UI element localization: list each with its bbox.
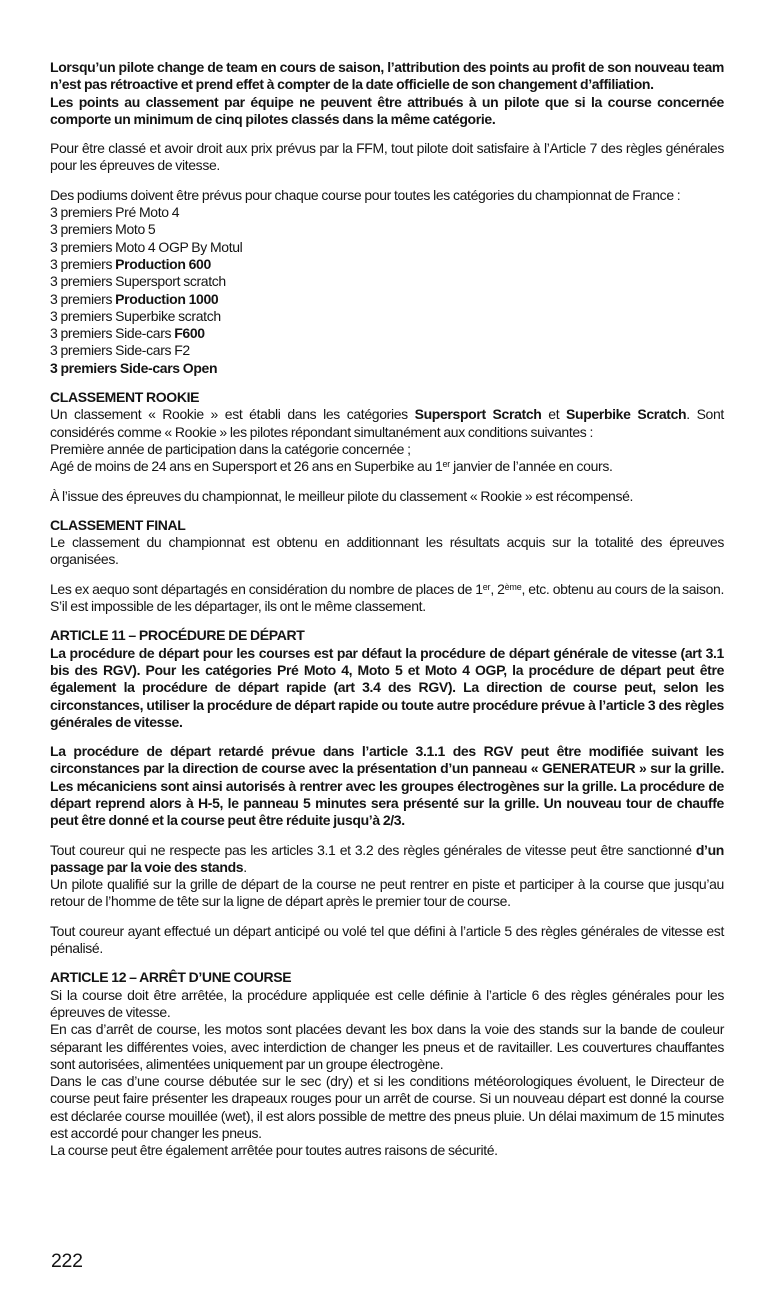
paragraph-arret-procedure: Si la course doit être arrêtée, la procédure appliquée est celle définie à l’article 6 des règles générales pour les épreuves de vitesse.	[50, 986, 724, 1020]
text-segment: janvier de l’année en cours.	[450, 458, 613, 475]
page-number: 222	[51, 1250, 83, 1272]
podium-list-item	[50, 256, 724, 273]
podium-list-item	[50, 342, 724, 359]
text-segment-bold: F600	[174, 325, 205, 342]
text-segment: 3 premiers Superbike scratch	[50, 307, 221, 324]
paragraph-team-change: Lorsqu’un pilote change de team en cours de saison, l’attribution des points au profit de son nouveau team n’est pas rétroactive et prend effet à compter de la date officielle de son changement d’affiliation.	[50, 59, 724, 93]
paragraph-arret-stands: En cas d’arrêt de course, les motos sont placées devant les box dans la voie des stands sur la bande de couleur séparant les différentes voies, avec interdiction de changer les pneus et de ravitailler. Les couvertures chauffantes sont autorisées, alimentées uniquement par un groupe électrogène.	[50, 1021, 724, 1072]
text-segment: 3 premiers Pré Moto 4	[50, 204, 180, 221]
heading-classement-final: CLASSEMENT FINAL	[50, 516, 186, 533]
document-body	[50, 59, 724, 1160]
paragraph-depart-retarde: La procédure de départ retardé prévue dans l’article 3.1.1 des RGV peut être modifiée suivant les circonstances par la direction de course avec la présentation d’un panneau « GENERATEUR » sur la grille. Les mécaniciens sont ainsi autorisés à rentrer avec les groupes électrogènes sur la grille. La procédure de départ reprend alors à H-5, le panneau 5 minutes sera présenté sur la grille. Un nouveau tour de chauffe peut être donné et la course peut être réduite jusqu’à 2/3.	[50, 743, 724, 829]
section-classement-rookie	[50, 389, 724, 475]
paragraph-pilote-qualifie: Un pilote qualifié sur la grille de départ de la course ne peut rentrer en piste et participer à la course que jusqu’au retour de l’homme de tête sur la ligne de départ après le premier tour de course.	[50, 876, 724, 910]
text-segment: 3 premiers Moto 4 OGP By Motul	[50, 238, 243, 255]
paragraph-rookie-definition	[50, 406, 724, 441]
section-ex-aequo	[50, 581, 724, 616]
text-segment: 3 premiers Side-cars	[50, 325, 175, 342]
text-segment: 3 premiers	[50, 290, 116, 307]
paragraph-arret-securite: La course peut être également arrêtée pour toutes autres raisons de sécurité.	[50, 1142, 498, 1159]
text-segment: Un classement « Rookie » est établi dans les catégories	[50, 406, 415, 423]
paragraph-podiums-intro: Des podiums doivent être prévus pour chaque course pour toutes les catégories du championnat de France :	[50, 186, 681, 203]
text-segment: 3 premiers Side-cars F2	[50, 342, 190, 359]
podium-list-item	[50, 291, 724, 308]
text-segment-bold: 3 premiers Side-cars Open	[50, 359, 218, 376]
text-segment: , etc. obtenu au cours de la saison. S’il est impossible de les départager, ils ont le même classement.	[50, 580, 724, 615]
text-segment: et	[541, 406, 567, 423]
text-segment: 3 premiers Moto 5	[50, 221, 156, 238]
section-rookie-reward	[50, 488, 724, 505]
section-classement-prix	[50, 140, 724, 175]
podium-list-item	[50, 204, 724, 221]
heading-article-12: ARTICLE 12 – ARRÊT D’UNE COURSE	[50, 969, 292, 986]
text-segment-bold: Supersport Scratch	[414, 406, 542, 423]
podium-list	[50, 204, 724, 377]
heading-article-11: ARTICLE 11 – PROCÉDURE DE DÉPART	[50, 627, 305, 644]
text-segment: . Sont considérés comme « Rookie » les pilotes répondant simultanément aux conditions suivantes :	[50, 406, 724, 440]
paragraph-team-points: Les points au classement par équipe ne peuvent être attribués à un pilote que si la course concernée comporte un minimum de cinq pilotes classés dans la même catégorie.	[50, 93, 724, 127]
superscript: er	[442, 459, 451, 470]
section-article-11	[50, 627, 724, 731]
paragraph-ex-aequo	[50, 581, 724, 616]
text-segment: Tout coureur qui ne respecte pas les articles 3.1 et 3.2 des règles générales de vitesse peut être sanctionné	[50, 841, 696, 858]
paragraph-classement-prix: Pour être classé et avoir droit aux prix prévus par la FFM, tout pilote doit satisfaire à l’Article 7 des règles générales pour les épreuves de vitesse.	[50, 140, 724, 174]
paragraph-depart-anticipe: Tout coureur ayant effectué un départ anticipé ou volé tel que défini à l’article 5 des règles générales de vitesse est pénalisé.	[50, 922, 724, 957]
section-depart-retarde	[50, 743, 724, 829]
rookie-condition-1: Première année de participation dans la catégorie concernée ;	[50, 440, 411, 457]
text-segment-bold: Production 1000	[115, 290, 219, 307]
section-article-12	[50, 969, 724, 1159]
podium-list-item	[50, 325, 724, 342]
text-segment: .	[243, 858, 247, 875]
text-segment: 3 premiers Supersport scratch	[50, 273, 226, 290]
text-segment-bold: Production 600	[115, 255, 211, 272]
podium-list-item	[50, 308, 724, 325]
paragraph-arret-meteo: Dans le cas d’une course débutée sur le sec (dry) et si les conditions météorologiques évoluent, le Directeur de course peut faire présenter les drapeaux rouges pour un arrêt de course. Si un nouveau départ est donné la course est déclarée course mouillée (wet), il est alors possible de mettre des pneus pluie. Un délai maximum de 15 minutes est accordé pour changer les pneus.	[50, 1073, 724, 1142]
text-segment: Agé de moins de 24 ans en Supersport et 26 ans en Superbike au 1	[50, 458, 443, 475]
superscript: ème	[504, 581, 522, 592]
section-team-change	[50, 59, 724, 128]
section-classement-final	[50, 517, 724, 569]
text-segment-bold: Superbike Scratch	[566, 406, 687, 423]
superscript: er	[482, 581, 491, 592]
rookie-condition-2	[50, 458, 724, 475]
podium-list-item	[50, 273, 724, 290]
paragraph-classement-final: Le classement du championnat est obtenu en additionnant les résultats acquis sur la totalité des épreuves organisées.	[50, 534, 724, 568]
section-depart-anticipe	[50, 923, 724, 958]
paragraph-sanction-stands	[50, 842, 724, 877]
paragraph-procedure-depart: La procédure de départ pour les courses est par défaut la procédure de départ générale de vitesse (art 3.1 bis des RGV). Pour les catégories Pré Moto 4, Moto 5 et Moto 4 OGP, la procédure de départ peut être également la procédure de départ rapide (art 3.4 des RGV). La direction de course peut, selon les circonstances, utiliser la procédure de départ rapide ou toute autre procédure prévue à l’article 3 des règles générales de vitesse.	[50, 644, 724, 730]
text-segment-bold: d’un passage par la voie des stands	[50, 841, 724, 875]
paragraph-rookie-reward: À l’issue des épreuves du championnat, le meilleur pilote du classement « Rookie » est récompensé.	[50, 487, 634, 504]
text-segment: Les ex aequo sont départagés en considération du nombre de places de 1	[50, 580, 483, 597]
text-segment: , 2	[490, 580, 505, 597]
text-segment: 3 premiers	[50, 255, 116, 272]
podium-list-item	[50, 360, 724, 377]
section-sanctions-depart	[50, 842, 724, 911]
podium-list-item	[50, 239, 724, 256]
section-podiums	[50, 187, 724, 377]
podium-list-item	[50, 221, 724, 238]
heading-classement-rookie: CLASSEMENT ROOKIE	[50, 389, 200, 406]
